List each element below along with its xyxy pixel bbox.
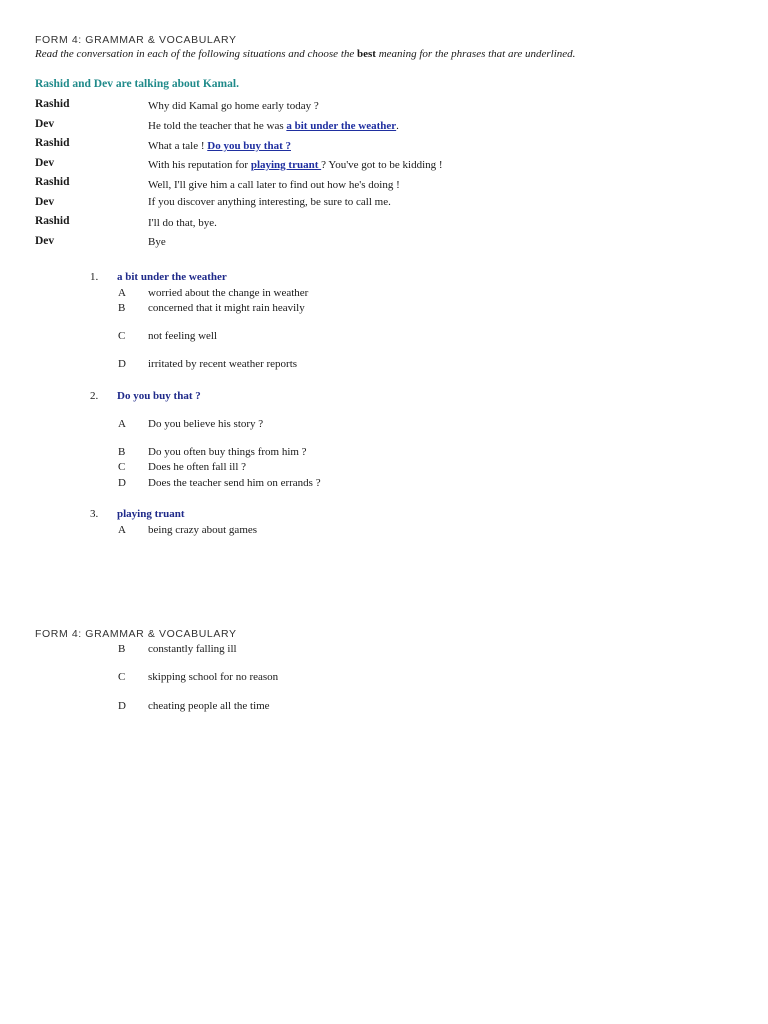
instruction-post: meaning for the phrases that are underlined. [375, 48, 576, 60]
dialogue-line: I'll do that, bye. [148, 217, 217, 229]
dialogue-speaker: Rashid [35, 98, 70, 110]
phrase-link[interactable]: playing truant [250, 159, 322, 171]
dialogue-line: What a tale ! Do you buy that ? [148, 140, 291, 152]
option-text[interactable]: Does he often fall ill ? [148, 461, 247, 473]
dialogue-line: Why did Kamal go home early today ? [148, 100, 319, 112]
option-text[interactable]: irritated by recent weather reports [148, 358, 298, 370]
instruction-pre: Read the conversation in each of the following situations and choose the [35, 48, 358, 60]
page-header: FORM 4: GRAMMAR & VOCABULARY [35, 628, 237, 640]
dialogue-line: With his reputation for playing truant ? You've got to be kidding ! [148, 159, 443, 171]
page-header: FORM 4: GRAMMAR & VOCABULARY [35, 34, 237, 46]
dialogue-speaker: Rashid [35, 137, 70, 149]
option-text[interactable]: Do you often buy things from him ? [148, 446, 307, 458]
option-letter[interactable]: A [118, 418, 126, 430]
phrase-link[interactable]: Do you buy that ? [207, 140, 291, 152]
question-phrase: playing truant [117, 508, 185, 520]
option-letter[interactable]: A [118, 287, 126, 299]
dialogue-speaker: Rashid [35, 215, 70, 227]
dialogue-speaker: Dev [35, 118, 55, 130]
option-text[interactable]: Does the teacher send him on errands ? [148, 477, 321, 489]
dialogue-speaker: Dev [35, 157, 55, 169]
context-heading: Rashid and Dev are talking about Kamal. [35, 78, 239, 90]
option-letter[interactable]: C [118, 671, 126, 683]
instruction-bold: best [357, 48, 376, 60]
option-text[interactable]: being crazy about games [148, 524, 258, 536]
option-text[interactable]: cheating people all the time [148, 700, 270, 712]
question-number: 2. [90, 390, 99, 402]
question-number: 1. [90, 271, 99, 283]
option-letter[interactable]: C [118, 461, 126, 473]
phrase-link[interactable]: a bit under the weather [286, 120, 397, 132]
dialogue-line: If you discover anything interesting, be sure to call me. [148, 196, 391, 208]
question-phrase: a bit under the weather [117, 271, 227, 283]
option-text[interactable]: worried about the change in weather [148, 287, 309, 299]
question-number: 3. [90, 508, 99, 520]
option-letter[interactable]: D [118, 700, 126, 712]
option-letter[interactable]: B [118, 446, 126, 458]
dialogue-speaker: Dev [35, 196, 55, 208]
option-letter[interactable]: D [118, 358, 126, 370]
dialogue-line: He told the teacher that he was a bit under the weather. [148, 120, 399, 132]
option-text[interactable]: skipping school for no reason [148, 671, 279, 683]
option-letter[interactable]: C [118, 330, 126, 342]
option-text[interactable]: not feeling well [148, 330, 218, 342]
dialogue-line: Well, I'll give him a call later to find out how he's doing ! [148, 179, 400, 191]
dialogue-speaker: Rashid [35, 176, 70, 188]
question-phrase: Do you buy that ? [117, 390, 201, 402]
option-text[interactable]: concerned that it might rain heavily [148, 302, 305, 314]
dialogue-line: Bye [148, 236, 166, 248]
option-letter[interactable]: B [118, 302, 126, 314]
option-text[interactable]: constantly falling ill [148, 643, 237, 655]
instructions [35, 48, 575, 60]
option-letter[interactable]: B [118, 643, 126, 655]
option-letter[interactable]: A [118, 524, 126, 536]
option-text[interactable]: Do you believe his story ? [148, 418, 264, 430]
option-letter[interactable]: D [118, 477, 126, 489]
dialogue-speaker: Dev [35, 235, 55, 247]
